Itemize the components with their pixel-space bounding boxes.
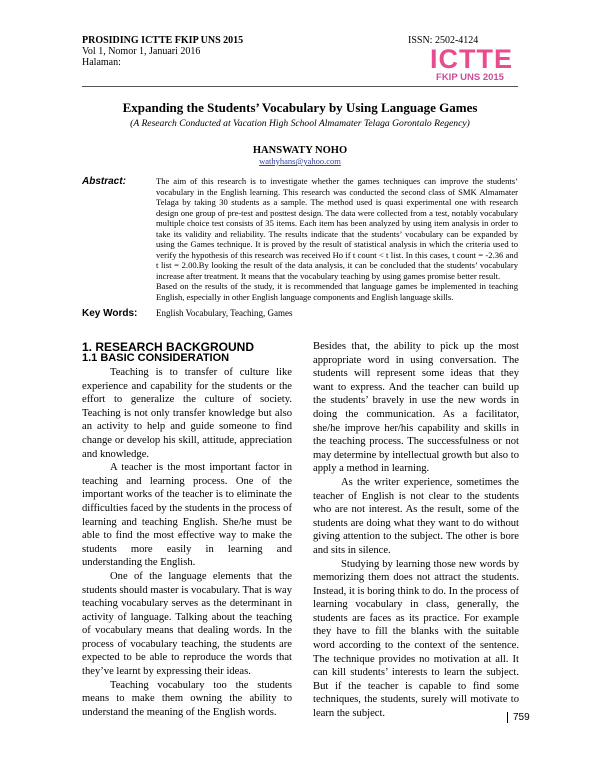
page-number — [507, 712, 530, 723]
logo-text: ICTTE — [430, 44, 513, 74]
header-divider — [82, 86, 518, 87]
body-paragraph: Teaching vocabulary too the students means to make them owning the ability to understand the meaning of the English words. — [82, 679, 292, 718]
body-paragraph: A teacher is the most important factor in teaching and learning process. One of the important works of the teacher is to eliminate the difficulties faced by the students in the process of learning and teaching English. She/he must be able to find the most effective way to make the students more easily in learning and understanding the English. — [82, 462, 292, 569]
abstract-paragraph: The aim of this research is to investigate whether the games techniques can improve the students’ vocabulary in the English learning. This research was conducted the second class of SMK Almamater Telaga by taking 30 students as a sample. The method used is quasi experimental one with research design one group of pre-test and posttest design. The data were collected from a test, notably vocabulary multiple choice test consists of 35 items. Each item has been analyzed by using item analysis in order to take its validity and reliability. The results indicate that the students’ vocabulary can be expanded by using the Games technique. It is proved by the result of statistical analysis in which the criteria used to verify the hypothesis of this research was received Ho if t count < t list. In this cases, t count = -2.36 and t list = 2.00.By looking the result of the data analysis, it can be concluded that the students’ vocabulary increase after treatment. It means that the vocabulary teaching by using games promise better result. — [156, 176, 518, 281]
body-paragraph: One of the language elements that the students should master is vocabulary. That is way teaching vocabulary serves as the determinant in activity of language. Talking about the teaching of vocabulary means that dealing words. In the process of vocabulary teaching, the students are expected to be able to reproduce the words that they’ve learnt by expressing their ideas. — [82, 570, 292, 678]
body-paragraph: Studying by learning those new words by memorizing them does not attract the students. Instead, it is boring think to do. In the process of learning vocabulary in class, generally, the students are faces as its practice. For example they have to fill the blanks with the suitable word according to the context of the sentence. The technique provides no motivation at all. It can kill students’ interests to learn the subject. But if the teacher is capable to find some techniques, the students, surely will motivate to learn the subject. — [313, 558, 519, 720]
issn: ISSN: 2502-4124 — [408, 35, 479, 46]
volume-info: Vol 1, Nomor 1, Januari 2016 — [82, 46, 201, 57]
pages-label: Halaman: — [82, 57, 121, 68]
abstract-paragraph: Based on the results of the study, it is recommended that language games be implemented in teaching English, especially in other English language components and English language skills. — [156, 281, 518, 302]
author-name: HANSWATY NOHO — [252, 145, 348, 156]
body-paragraph: Teaching is to transfer of culture like experience and capability for the students or the effort to generalize the culture of society. Teaching is not only transfer knowledge but also an activity to help and guide someone to find change or develop his skill, attitude, appreciation and knowledge. — [82, 367, 292, 460]
paper-subtitle: (A Research Conducted at Vacation High School Almamater Telaga Gorontalo Regency) — [130, 118, 470, 129]
page-number-text: 759 — [513, 712, 530, 724]
left-column — [82, 366, 292, 719]
abstract-label: Abstract: — [82, 176, 126, 187]
right-column — [313, 340, 519, 721]
running-header-left — [82, 35, 243, 68]
subsection-heading: 1.1 BASIC CONSIDERATION — [82, 352, 230, 364]
page-number-divider — [507, 712, 508, 723]
paper-title: Expanding the Students’ Vocabulary by Using Language Games — [122, 100, 478, 115]
abstract-body — [156, 176, 518, 302]
author-email-link[interactable]: wathyhans@yahoo.com — [259, 156, 341, 166]
proceeding-name: PROSIDING ICTTE FKIP UNS 2015 — [82, 35, 244, 46]
keywords-text: English Vocabulary, Teaching, Games — [156, 308, 293, 318]
logo-subtext: FKIP UNS 2015 — [436, 72, 504, 83]
keywords-label: Key Words: — [82, 308, 138, 319]
conference-logo — [430, 44, 513, 83]
body-paragraph: Besides that, the ability to pick up the most appropriate word in using conversation. The students will represent some ideas that they want to express. And the teacher can build up the students’ bravely in use the new words in doing the communication. As a facilitator, she/he improve her/his capability and skills in the teaching process. The successfulness or not may determine by intellectual growth but also to apply a method in learning. — [313, 341, 519, 475]
body-paragraph: As the writer experience, sometimes the teacher of English is not clear to the students who are not interest. As the result, some of the students are doing what they want to do without giving attention to the subject. The other is bore and sits in silence. — [313, 476, 519, 556]
section-heading: 1. RESEARCH BACKGROUND — [82, 340, 255, 354]
